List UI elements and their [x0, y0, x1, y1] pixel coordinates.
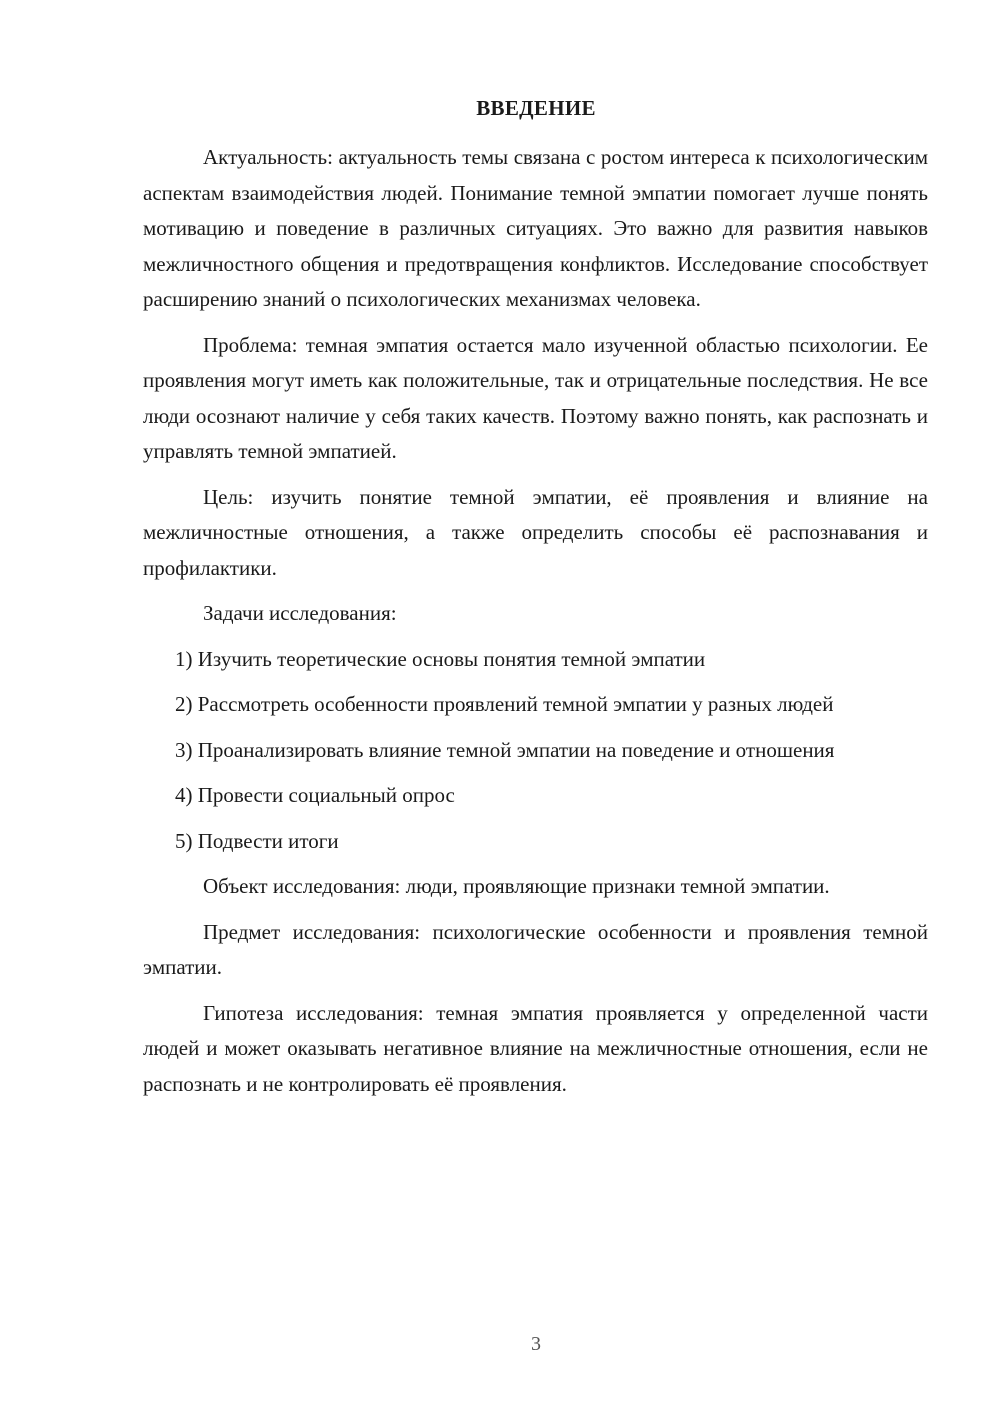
- paragraph-problem: Проблема: темная эмпатия остается мало изученной областью психологии. Ее проявления могут иметь как положительные, так и отрицательные последствия. Не все люди осознают наличие у себя таких качеств. Поэтому важно понять, как распознать и управлять темной эмпатией.: [143, 332, 928, 463]
- paragraph-subject: Предмет исследования: психологические особенности и проявления темной эмпатии.: [143, 919, 928, 979]
- task-item-1: 1) Изучить теоретические основы понятия темной эмпатии: [175, 646, 706, 671]
- tasks-heading: Задачи исследования:: [203, 601, 397, 625]
- page-number: 3: [531, 1333, 541, 1355]
- section-heading: ВВЕДЕНИЕ: [476, 96, 596, 120]
- paragraph-object: Объект исследования: люди, проявляющие признаки темной эмпатии.: [203, 874, 830, 898]
- task-item-2: 2) Рассмотреть особенности проявлений темной эмпатии у разных людей: [175, 692, 834, 716]
- paragraph-goal: Цель: изучить понятие темной эмпатии, её проявления и влияние на межличностные отношения, а также определить способы её распознавания и профилактики.: [143, 484, 928, 580]
- body-text: [143, 140, 928, 1102]
- task-item-4: 4) Провести социальный опрос: [175, 783, 455, 807]
- paragraph-hypothesis: Гипотеза исследования: темная эмпатия проявляется у определенной части людей и может оказывать негативное влияние на межличностные отношения, если не распознать и не контролировать её проявления.: [143, 1000, 928, 1096]
- task-item-5: 5) Подвести итоги: [175, 828, 339, 853]
- task-item-3: 3) Проанализировать влияние темной эмпатии на поведение и отношения: [175, 737, 835, 762]
- paragraph-relevance: Актуальность: актуальность темы связана с ростом интереса к психологическим аспектам взаимодействия людей. Понимание темной эмпатии помогает лучше понять мотивацию и поведение в различных ситуациях. Это важно для развития навыков межличностного общения и предотвращения конфликтов. Исследование способствует расширению знаний о психологических механизмах человека.: [143, 145, 928, 311]
